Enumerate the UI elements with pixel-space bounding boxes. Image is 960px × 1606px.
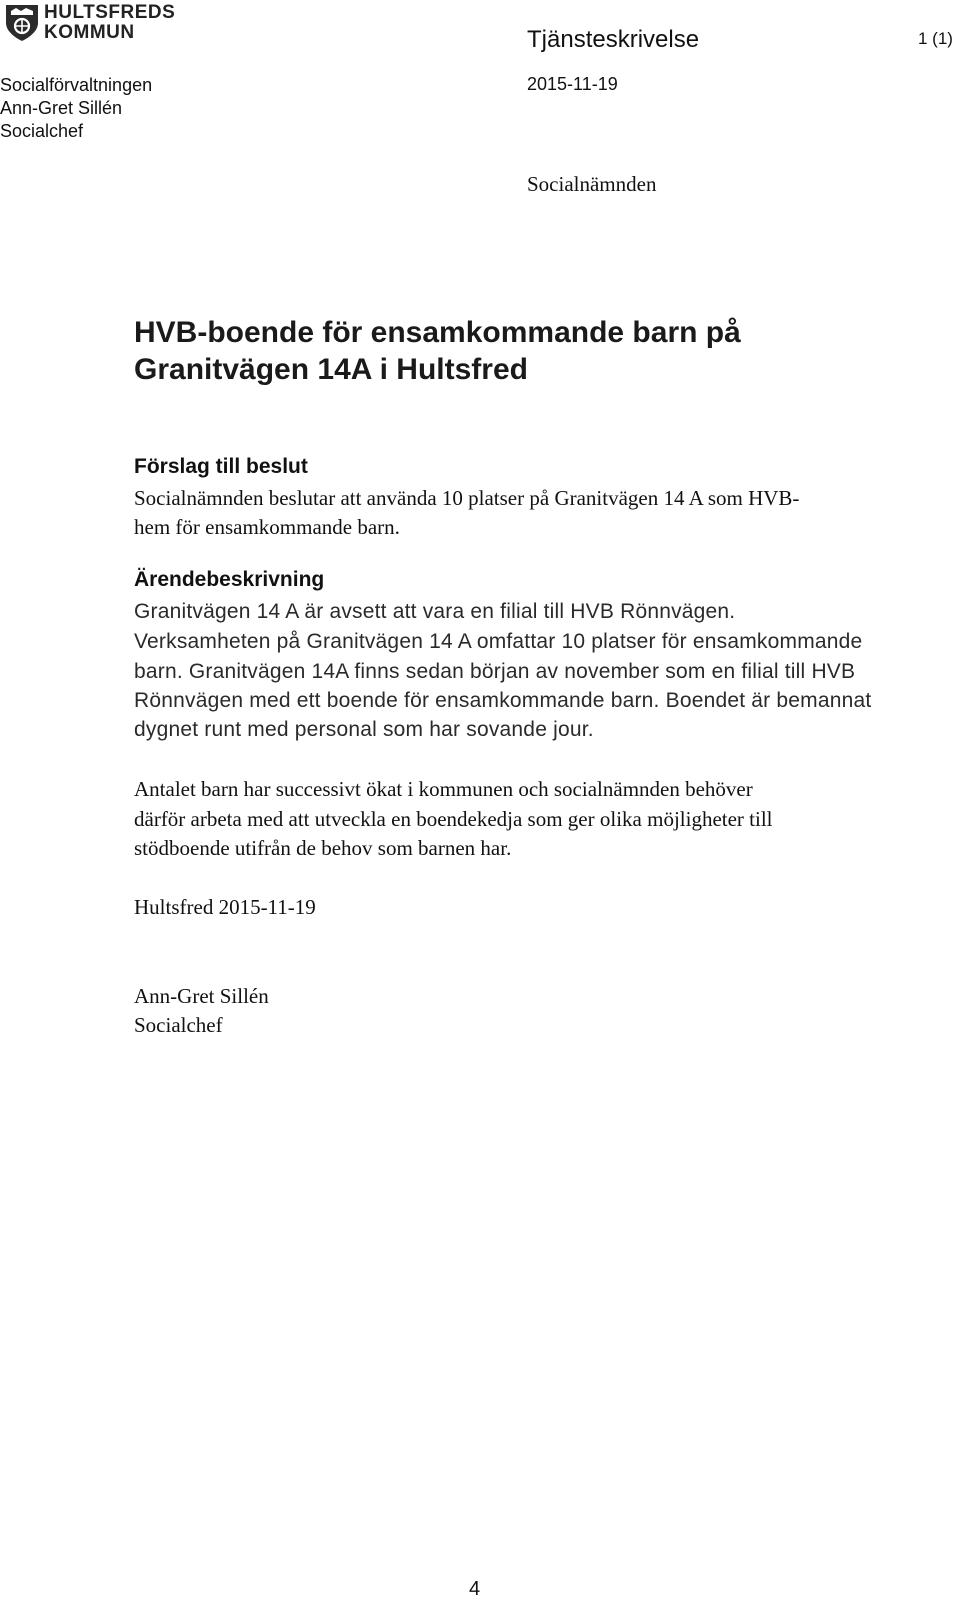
paragraph-line: Antalet barn har successivt ökat i kommunen och socialnämnden behöver	[134, 777, 753, 801]
recipient: Socialnämnden	[527, 172, 657, 196]
page-indicator: 1 (1)	[918, 29, 953, 48]
description-line: Verksamheten på Granitvägen 14 A omfattar 10 platser för ensamkommande	[134, 630, 863, 653]
page-title	[134, 314, 741, 388]
title-line-1: HVB-boende för ensamkommande barn på	[134, 316, 741, 349]
logo-line1: HULTSFREDS	[44, 2, 176, 23]
description-line: barn. Granitvägen 14A finns sedan början av november som en filial till HVB	[134, 660, 856, 683]
author-name: Ann-Gret Sillén	[0, 98, 123, 118]
signature-title: Socialchef	[134, 1013, 223, 1037]
title-line-2: Granitvägen 14A i Hultsfred	[134, 353, 528, 386]
paragraph-line: stödboende utifrån de behov som barnen har.	[134, 836, 512, 860]
document-date: 2015-11-19	[527, 74, 618, 94]
proposal-heading: Förslag till beslut	[134, 455, 308, 478]
description-line: Granitvägen 14 A är avsett att vara en filial till HVB Rönnvägen.	[134, 600, 736, 623]
author-title: Socialchef	[0, 121, 84, 141]
paragraph-line: därför arbeta med att utveckla en boendekedja som ger olika möjligheter till	[134, 807, 773, 831]
description-line: dygnet runt med personal som har sovande jour.	[134, 718, 594, 741]
municipality-logo	[2, 2, 192, 44]
proposal-line: Socialnämnden beslutar att använda 10 platser på Granitvägen 14 A som HVB-	[134, 486, 800, 510]
description-heading: Ärendebeskrivning	[134, 568, 325, 591]
proposal-line: hem för ensamkommande barn.	[134, 515, 400, 539]
page-number: 4	[469, 1578, 481, 1600]
place-date: Hultsfred 2015-11-19	[134, 895, 316, 919]
signature-name: Ann-Gret Sillén	[134, 984, 269, 1008]
logo-line2: KOMMUN	[44, 22, 135, 43]
coat-of-arms-icon	[4, 3, 40, 43]
department: Socialförvaltningen	[0, 75, 153, 95]
document-type: Tjänsteskrivelse	[527, 26, 700, 53]
description-line: Rönnvägen med ett boende för ensamkommande barn. Boendet är bemannat	[134, 689, 872, 712]
